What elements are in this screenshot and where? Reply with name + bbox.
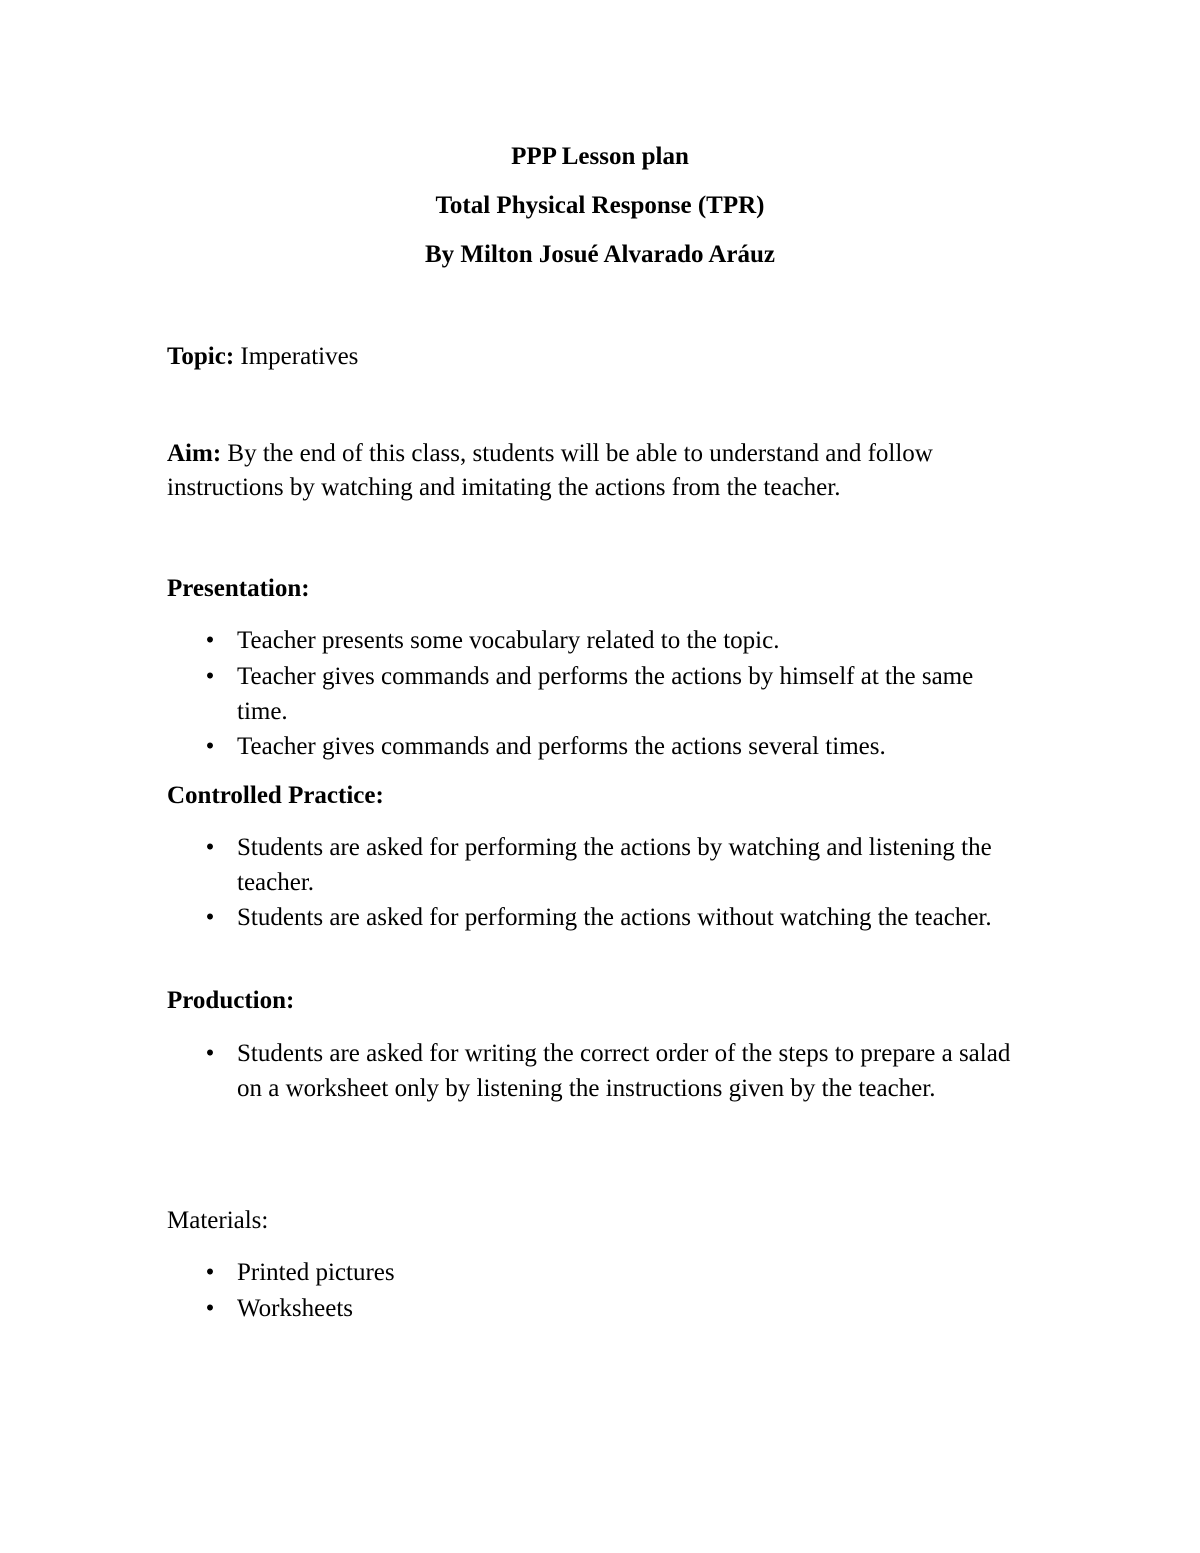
bullet-icon: •: [205, 663, 215, 690]
list-item-text: Worksheets: [237, 1295, 354, 1322]
aim-value: By the end of this class, students will be able to understand and follow instructions by watching and imitating the actions from the teacher.: [167, 440, 933, 501]
aim-label: Aim:: [167, 440, 222, 467]
production-heading: Production:: [167, 987, 295, 1014]
bullet-icon: •: [205, 834, 215, 861]
controlled-practice-heading: Controlled Practice:: [167, 782, 384, 809]
aim-paragraph: [167, 437, 1047, 505]
document-title: PPP Lesson plan: [511, 143, 689, 170]
list-item-text: Teacher gives commands and performs the actions several times.: [237, 733, 886, 760]
list-item: [200, 659, 1060, 729]
list-item: [200, 900, 1060, 935]
topic-value: Imperatives: [234, 343, 359, 370]
list-item-text: Teacher gives commands and performs the actions by himself at the same time.: [237, 663, 974, 725]
list-item: [200, 830, 1060, 900]
list-item-text: Students are asked for performing the actions by watching and listening the teacher.: [237, 834, 992, 896]
list-item: [200, 1255, 1060, 1290]
list-item-text: Students are asked for writing the correct order of the steps to prepare a salad on a worksheet only by listening the instructions given by the teacher.: [237, 1040, 1011, 1102]
list-item-text: Printed pictures: [237, 1259, 395, 1286]
document-subtitle: Total Physical Response (TPR): [435, 192, 765, 219]
list-item-text: Students are asked for performing the actions without watching the teacher.: [237, 904, 992, 931]
bullet-icon: •: [205, 1259, 215, 1286]
bullet-icon: •: [205, 733, 215, 760]
list-item-text: Teacher presents some vocabulary related to the topic.: [237, 627, 780, 654]
list-item: [200, 1036, 1060, 1106]
bullet-icon: •: [205, 1295, 215, 1322]
bullet-icon: •: [205, 627, 215, 654]
list-item: [200, 1291, 1060, 1326]
topic-paragraph: [167, 340, 1047, 374]
presentation-heading: Presentation:: [167, 575, 310, 602]
bullet-icon: •: [205, 904, 215, 931]
bullet-icon: •: [205, 1040, 215, 1067]
document-author: By Milton Josué Alvarado Aráuz: [424, 241, 775, 268]
list-item: [200, 729, 1060, 764]
list-item: [200, 623, 1060, 658]
topic-label: Topic:: [167, 343, 235, 370]
materials-heading: Materials:: [167, 1207, 269, 1234]
